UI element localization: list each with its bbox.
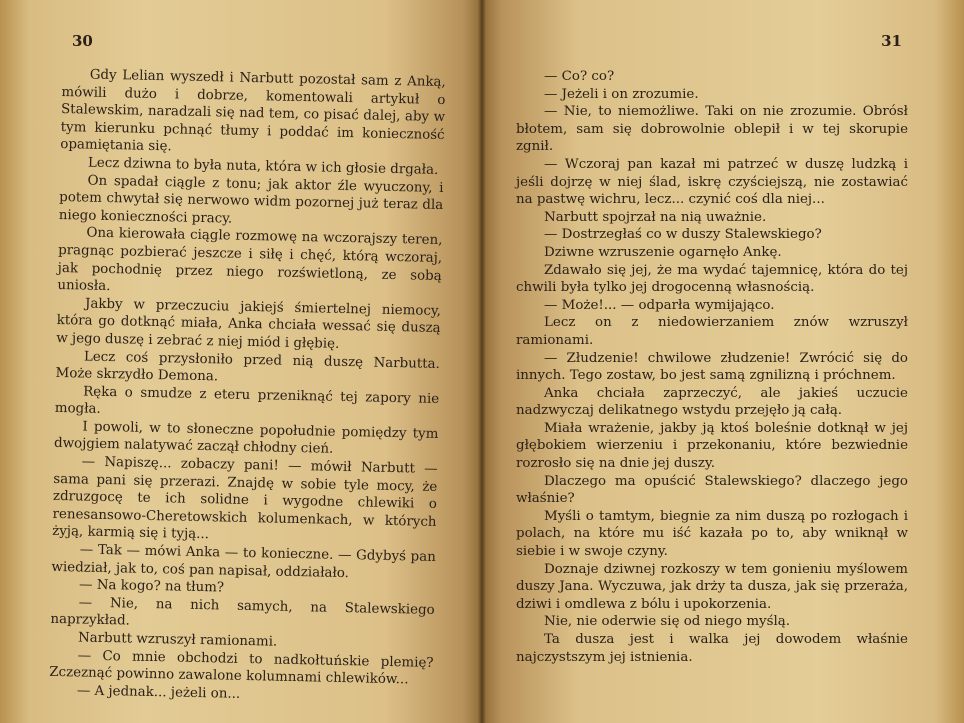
paragraph: Miała wrażenie, jakby ją ktoś boleśnie dotknął w jej głębokiem wierzeniu i przekonaniu, które bezwiednie rozrosło się na dnie jej duszy.: [516, 420, 908, 472]
left-page-number: 30: [72, 32, 93, 50]
paragraph: Anka chciała zaprzeczyć, ale jakieś uczucie nadzwyczaj delikatnego wstydu przejęło ją całą.: [516, 385, 908, 419]
paragraph: — A jednak... jeżeli on...: [76, 683, 241, 702]
right-page: [482, 0, 964, 723]
paragraph: Lecz on z niedowierzaniem znów wzruszył ramionami.: [516, 315, 908, 348]
right-page-text: [516, 68, 908, 666]
paragraph: — Dostrzegłaś co w duszy Stalewskiego?: [544, 227, 822, 243]
paragraph: — Jeżeli i on zrozumie.: [544, 86, 699, 102]
paragraph: Ona kierowała ciągle rozmowę na wczorajszy teren, pragnąc pozbierać jeszcze i siłę i chęć, którą wczoraj, jak pochodnię przez niego rozświetloną, ze sobą uniosła.: [57, 225, 443, 295]
paragraph: Narbutt spojrzał na nią uważnie.: [544, 209, 767, 225]
paragraph: — Nie, to niemożliwe. Taki on nie zrozumie. Obrósł błotem, sam się dobrowolnie oblepił i w tej skorupie zgnił.: [516, 104, 908, 155]
paragraph: Myśli o tamtym, biegnie za nim duszą po rozłogach i polach, na które mu iść kazała po to, aby wniknął w siebie i w swoje czyny.: [516, 508, 908, 560]
paragraph: On spadał ciągle z tonu; jak aktor źle wyuczony, i potem chwytał się nerwowo widm pozornej już teraz dla niego konieczności pracy.: [58, 173, 444, 227]
paragraph: — Napiszę... zobaczy pani! — mówił Narbutt — sama pani się przerazi. Znajdę w sobie tyle mocy, że zdruzgocę te ich solidne i wygodne chlewiki o renesansowo-Cheretowskich kolumenkach, w których żyją, karmią się i tyją...: [52, 454, 438, 543]
paragraph: Lecz coś przysłoniło przed nią duszę Narbutta. Może skrzydło Demona.: [55, 349, 440, 385]
paragraph: Ręka o smudze z eteru przeniknąć tej zapory nie mogła.: [54, 384, 440, 418]
paragraph: Ta dusza jest i walka jej dowodem właśnie najczystszym jej istnienia.: [516, 632, 908, 665]
paragraph: — Złudzenie! chwilowe złudzenie! Zwrócić się do innych. Tego zostaw, bo jest samą zgnilizną i próchnem.: [516, 350, 908, 384]
paragraph: — Na kogo? na tłum?: [78, 577, 225, 596]
paragraph: — Wczoraj pan kazał mi patrzeć w duszę ludzką i jeśli dojrzę w niej ślad, iskrę czyściejszą, nie zostawiać na pastwę wichru, lecz... czynić coś dla niej...: [516, 156, 908, 208]
paragraph: Narbutt wzruszył ramionami.: [77, 630, 278, 650]
paragraph: — Co? co?: [544, 69, 615, 84]
paragraph: Dlaczego ma opuścić Stalewskiego? dlaczego jego właśnie?: [516, 473, 908, 507]
paragraph: Zdawało się jej, że ma wydać tajemnicę, która do tej chwili była tylko jej drogocenną własnością.: [516, 262, 908, 296]
left-page-text: [49, 66, 446, 707]
paragraph: — Nie, na nich samych, na Stalewskiego naprzykład.: [50, 595, 435, 629]
paragraph: Doznaje dziwnej rozkoszy w tem gonieniu myślowem duszy Jana. Wyczuwa, jak drży ta dusza, jak się przeraża, dziwi i omdlewa z bólu i upokorzenia.: [516, 561, 908, 612]
right-page-number: 31: [881, 32, 902, 50]
paragraph: — Tak — mówi Anka — to konieczne. — Gdybyś pan wiedział, jak to, coś pan napisał, oddziałało.: [51, 542, 436, 581]
paragraph: Dziwne wzruszenie ogarnęło Ankę.: [544, 244, 782, 260]
paragraph: I powoli, w to słoneczne popołudnie pomiędzy tym dwojgiem nalatywać zaczął chłodny cień.: [53, 419, 439, 458]
paragraph: Gdy Lelian wyszedł i Narbutt pozostał sam z Anką, mówili dużo i dobrze, komentowali artykuł o Stalewskim, naradzali się nad tem, co pisać dalej, aby w tym kierunku pchnąć tłumy i poddać im konieczność opamiętania się.: [60, 67, 446, 155]
paragraph: — Może!... — odparła wymijająco.: [544, 297, 775, 313]
paragraph: Jakby w przeczuciu jakiejś śmiertelnej niemocy, która go dotknąć miała, Anka chciała wessać się duszą w jego duszę i zebrać z niej miód i głębię.: [56, 296, 442, 352]
book-gutter: [478, 0, 486, 723]
paragraph: — Co mnie obchodzi to nadkołtuńskie plemię? Zczeznąć powinno zawalone kolumnami chlewików...: [49, 648, 434, 688]
paragraph: Lecz dziwna to była nuta, która w ich głosie drgała.: [87, 155, 439, 178]
paragraph: Nie, nie oderwie się od niego myślą.: [544, 614, 791, 630]
